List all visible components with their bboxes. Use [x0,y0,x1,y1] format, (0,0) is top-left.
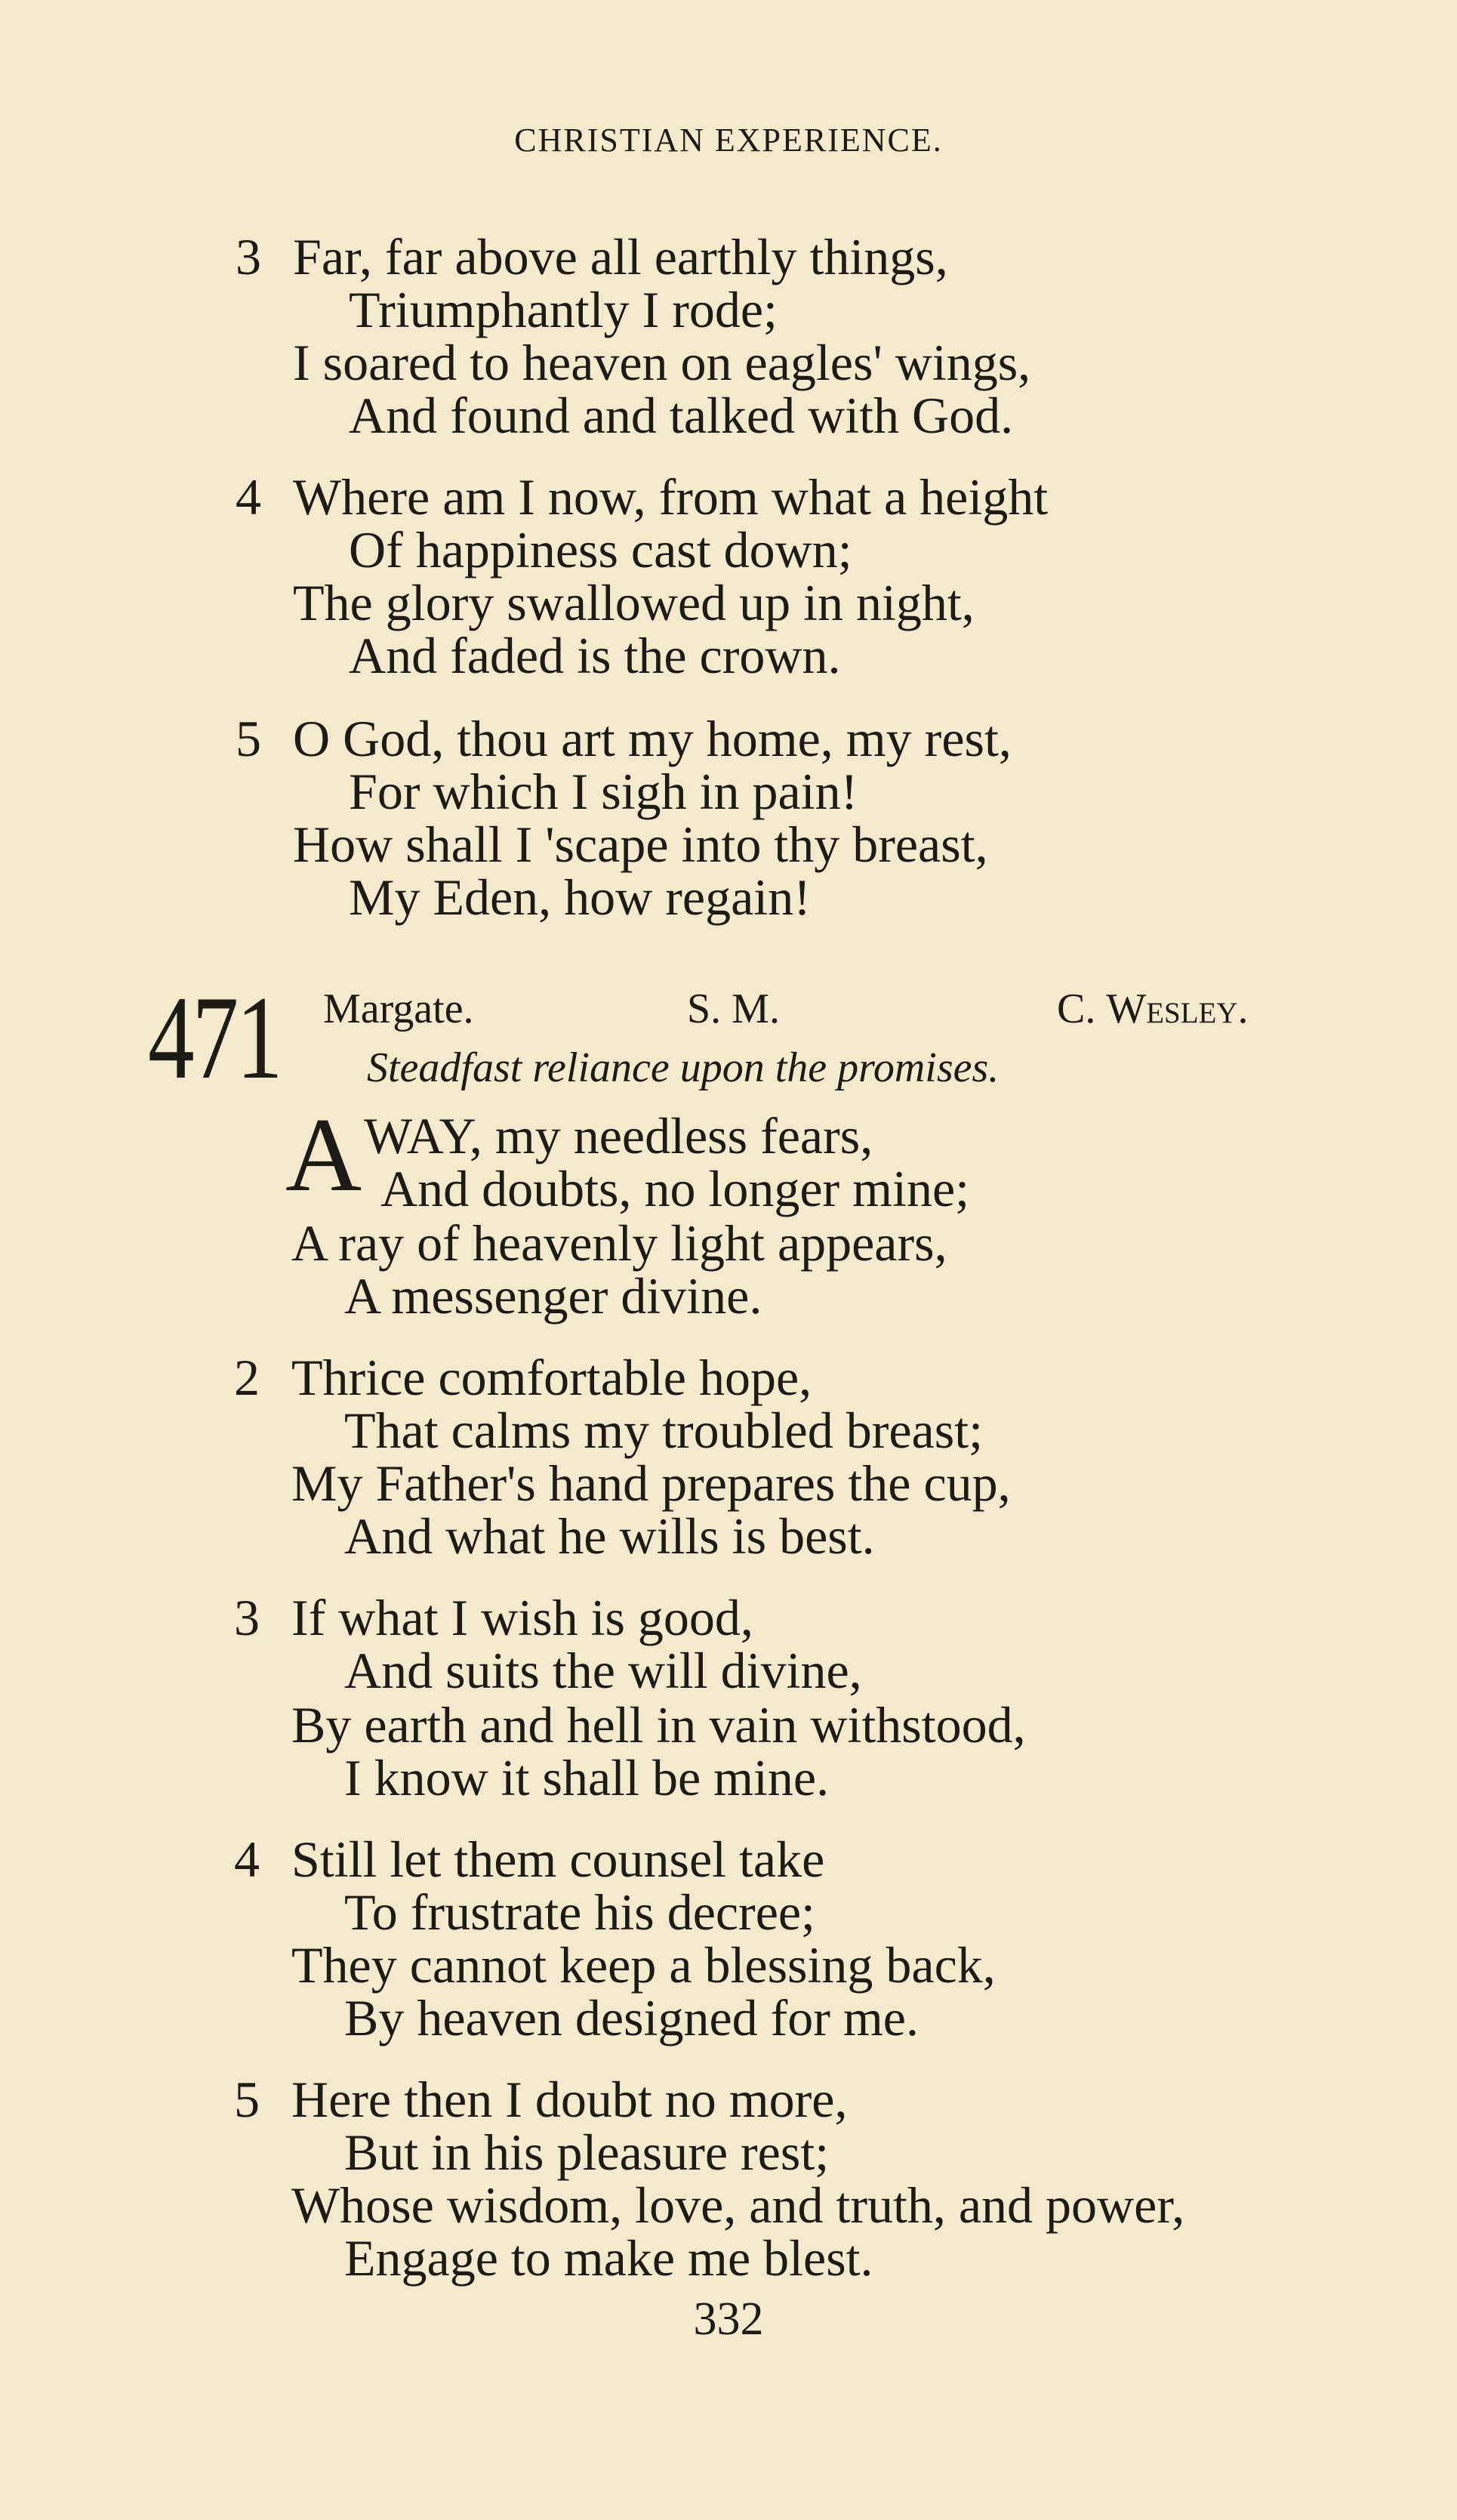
verse-line: They cannot keep a blessing back, [291,1936,996,1994]
verse-line: But in his pleasure rest; [344,2124,830,2181]
verse-line: My Father's hand prepares the cup, [291,1454,1011,1512]
verse-number: 4 [234,1831,260,1888]
verse-line: And faded is the crown. [349,627,841,684]
tune-name: Margate. [323,985,474,1032]
verse-line: By heaven designed for me. [344,1989,919,2047]
verse-line: And found and talked with God. [349,387,1014,444]
verse-line: I soared to heaven on eagles' wings, [293,334,1031,391]
verse-line: That calms my troubled breast; [344,1402,983,1459]
verse-line: Still let them counsel take [291,1831,825,1888]
verse-line: And suits the will divine, [344,1642,862,1699]
verse-line: My Eden, how regain! [349,868,811,926]
meter: S. M. [687,985,780,1032]
verse-line: And doubts, no longer mine; [380,1160,970,1217]
verse-number: 3 [234,1589,260,1646]
verse-line: WAY, my needless fears, [364,1107,873,1164]
verse-line: Here then I doubt no more, [291,2071,848,2128]
verse-line: Thrice comfortable hope, [291,1349,812,1406]
verse-line: O God, thou art my home, my rest, [293,710,1012,767]
verse-number: 4 [236,468,261,526]
author-initial: C. [1057,985,1096,1032]
verse-line: To frustrate his decree; [344,1883,815,1941]
verse-line: A ray of heavenly light appears, [291,1214,947,1272]
verse-line: Engage to make me blest. [344,2229,873,2287]
verse-line: The glory swallowed up in night, [293,574,975,631]
page-number: 332 [693,2293,764,2345]
verse-line: Triumphantly I rode; [349,281,778,338]
verse-line: By earth and hell in vain withstood, [291,1696,1026,1754]
verse-number: 5 [234,2071,260,2128]
author-surname: Wesley. [1106,985,1249,1032]
author [1057,985,1249,1032]
hymn-number: 471 [148,972,281,1104]
verse-line: I know it shall be mine. [344,1749,830,1806]
verse-line: If what I wish is good, [291,1589,753,1646]
verse-line: Where am I now, from what a height [293,468,1049,526]
verse-number: 2 [234,1349,260,1406]
verse-line: How shall I 'scape into thy breast, [293,816,988,873]
verse-number: 3 [236,228,261,285]
verse-line: For which I sigh in pain! [349,763,858,820]
running-head: CHRISTIAN EXPERIENCE. [514,122,943,159]
hymn-subtitle: Steadfast reliance upon the promises. [367,1044,1000,1091]
verse-line: Of happiness cast down; [349,521,852,578]
verse-line: Whose wisdom, love, and truth, and power, [291,2176,1185,2234]
drop-cap: A [285,1097,362,1214]
verse-number: 5 [236,710,261,767]
verse-line: A messenger divine. [344,1267,762,1325]
verse-line: And what he wills is best. [344,1507,875,1565]
verse-line: Far, far above all earthly things, [293,228,948,285]
